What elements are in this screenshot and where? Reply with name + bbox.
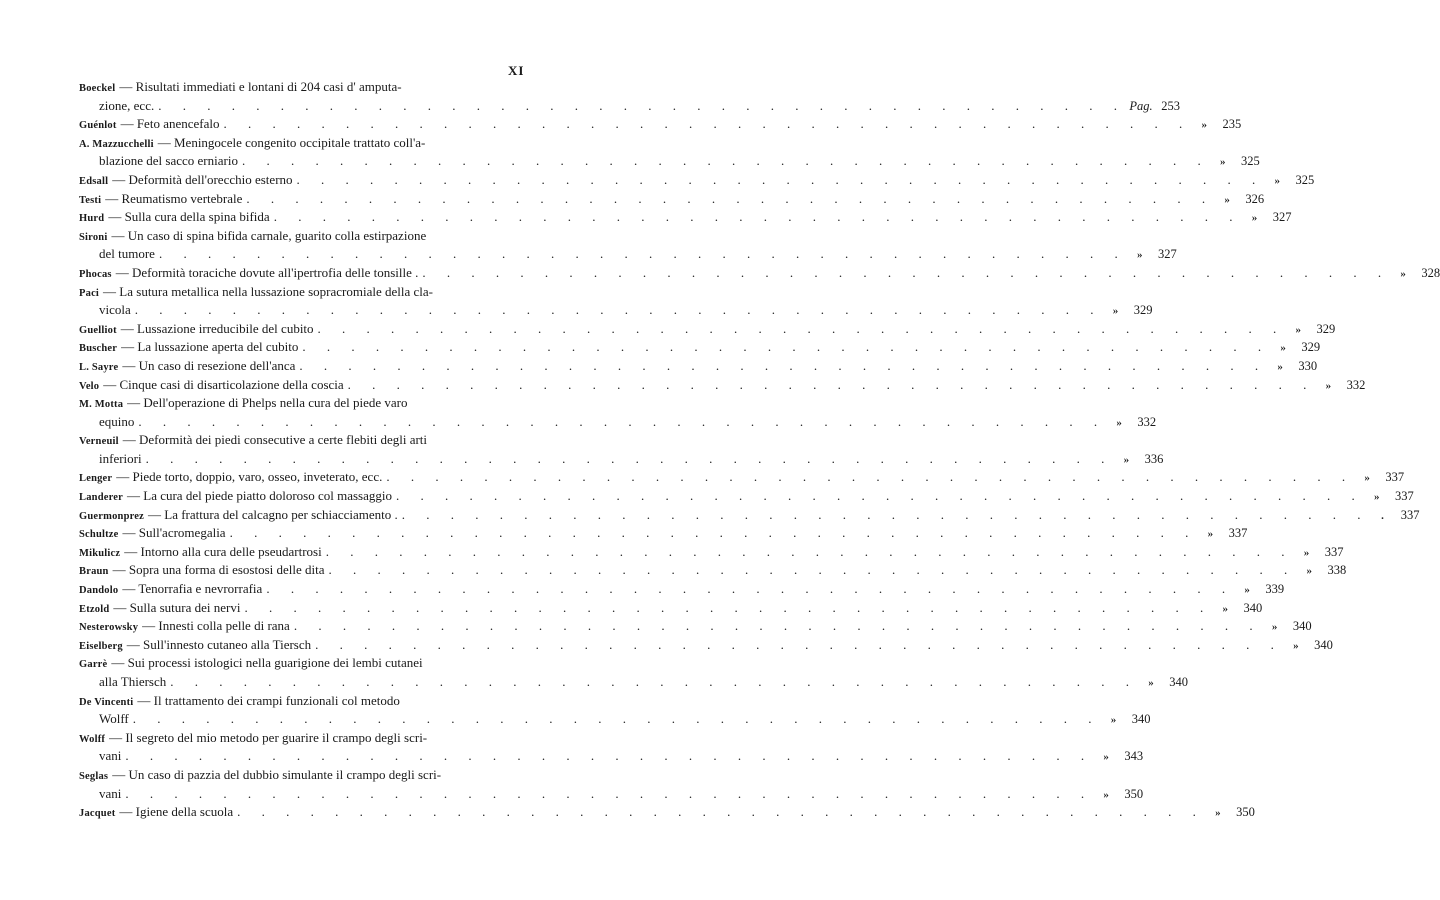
entry-page-number: 325	[1240, 154, 1260, 169]
dot-leader	[298, 338, 1270, 357]
toc-entry	[79, 543, 1344, 562]
page-marker: »	[1110, 714, 1117, 727]
entry-title: — Un caso di pazzia del dubbio simulante il crampo degli scri-	[112, 766, 442, 782]
page-marker: »	[1207, 528, 1214, 541]
entry-title: — Sulla cura della spina bifida	[108, 209, 270, 225]
entry-title: — Reumatismo vertebrale	[105, 190, 243, 206]
page-marker: »	[1103, 788, 1109, 801]
dot-leader	[226, 524, 1198, 543]
toc-entry	[79, 766, 524, 785]
dot-leader	[311, 636, 1283, 655]
dot-leader	[131, 301, 1103, 320]
entry-title: — Innesti colla pelle di rana	[142, 618, 290, 634]
toc-entry	[79, 78, 524, 97]
entry-title: — La frattura del calcagno per schiacciamento .	[148, 506, 398, 522]
dot-leader	[166, 673, 1138, 692]
toc-entry	[79, 729, 524, 748]
entry-author: Verneuil	[79, 436, 119, 448]
dot-leader	[314, 320, 1286, 339]
page-marker: »	[1306, 565, 1313, 578]
entry-title: — Feto anencefalo	[120, 116, 220, 132]
entry-page-number: 332	[1346, 377, 1366, 392]
page-marker: »	[1271, 621, 1278, 634]
page-number: XI	[508, 63, 525, 78]
page-marker: »	[1280, 342, 1286, 355]
entry-author: Hurd	[79, 213, 105, 225]
toc-entry	[79, 617, 1312, 636]
toc-entry	[79, 134, 524, 153]
entry-author: Buscher	[79, 343, 118, 355]
dot-leader	[142, 450, 1114, 469]
entry-author: Boeckel	[79, 83, 116, 94]
entry-page-number: 337	[1385, 470, 1405, 485]
page-marker: »	[1293, 639, 1299, 652]
dot-leader	[293, 171, 1265, 190]
table-of-contents	[79, 78, 1440, 822]
entry-title: del tumore	[99, 246, 155, 262]
page-marker: »	[1244, 584, 1250, 597]
toc-entry	[79, 580, 1285, 599]
entry-page-number: 340	[1169, 675, 1189, 689]
entry-title: vani	[99, 748, 122, 764]
toc-entry	[79, 599, 1263, 618]
entry-author: Guénlot	[79, 120, 117, 132]
toc-entry	[79, 561, 1347, 580]
entry-page-number: 338	[1327, 563, 1347, 578]
entry-title: inferiori	[99, 450, 142, 466]
entry-title: — Sopra una forma di esostosi delle dita	[112, 562, 325, 578]
entry-title: — Un caso di spina bifida carnale, guarito colla estirpazione	[111, 227, 427, 243]
entry-page-number: 330	[1298, 358, 1318, 373]
page-marker: »	[1222, 602, 1228, 615]
entry-page-number: 327	[1272, 210, 1292, 225]
entry-page-number: 343	[1124, 749, 1144, 764]
toc-entry-continuation	[79, 301, 1153, 320]
entry-title: — Deformità toraciche dovute all'ipertrofia delle tonsille .	[115, 264, 419, 280]
dot-leader	[295, 357, 1267, 376]
toc-entry	[79, 803, 1255, 822]
entry-page-number: 337	[1394, 489, 1414, 504]
entry-title: — Deformità dei piedi consecutive a certe flebiti degli arti	[122, 432, 428, 448]
entry-page-number: 253	[1161, 98, 1180, 113]
page-marker: »	[1277, 360, 1283, 373]
entry-title: — Il segreto del mio metodo per guarire il crampo degli scri-	[109, 729, 428, 745]
dot-leader	[325, 561, 1297, 580]
dot-leader	[240, 599, 1212, 618]
entry-page-number: 340	[1131, 712, 1151, 727]
entry-author: A. Mazzucchelli	[79, 138, 154, 150]
entry-title: — Lussazione irreducibile del cubito	[120, 320, 314, 336]
entry-page-number: 339	[1265, 582, 1285, 597]
entry-page-number: 337	[1228, 526, 1248, 541]
entry-page-number: 340	[1243, 600, 1263, 615]
toc-entry	[79, 115, 1242, 134]
entry-author: Paci	[79, 287, 100, 299]
toc-entry-continuation	[79, 413, 1157, 432]
entry-title: — Igiene della scuola	[119, 804, 234, 820]
toc-entry-continuation	[79, 785, 1144, 804]
entry-page-number: 329	[1316, 321, 1336, 336]
toc-entry	[79, 190, 1265, 209]
toc-entry-continuation	[79, 245, 1177, 264]
entry-author: De Vincenti	[79, 696, 134, 708]
toc-entry	[79, 376, 1366, 395]
toc-entry	[79, 208, 1292, 227]
entry-page-number: 332	[1137, 414, 1157, 429]
entry-title: — Il trattamento dei crampi funzionali col metodo	[137, 692, 400, 708]
page-marker: »	[1303, 546, 1310, 559]
entry-title: Wolff	[99, 711, 129, 727]
entry-title: alla Thiersch	[99, 674, 167, 689]
toc-entry	[79, 264, 1440, 283]
page-marker: »	[1215, 807, 1221, 820]
entry-page-number: 329	[1133, 303, 1153, 318]
entry-author: Jacquet	[79, 808, 116, 820]
entry-title: equino	[99, 413, 135, 429]
entry-author: Testi	[79, 194, 102, 206]
dot-leader	[418, 264, 1390, 283]
entry-title: — Piede torto, doppio, varo, osseo, inveterato, ecc.	[116, 469, 383, 485]
page-marker: »	[1295, 323, 1302, 336]
entry-page-number: 325	[1295, 172, 1315, 187]
dot-leader	[134, 413, 1106, 432]
dot-leader	[392, 487, 1364, 506]
toc-entry	[79, 636, 1333, 655]
entry-page-number: 337	[1400, 507, 1420, 522]
entry-title: — Sui processi istologici nella guarigione dei lembi cutanei	[111, 655, 423, 671]
toc-entry	[79, 320, 1336, 339]
entry-author: Schultze	[79, 529, 119, 541]
dot-leader	[382, 468, 1354, 487]
entry-author: Phocas	[79, 268, 112, 280]
entry-author: Etzold	[79, 603, 110, 615]
page-marker: .	[1381, 509, 1384, 522]
entry-author: Nesterowsky	[79, 622, 139, 634]
toc-entry	[79, 171, 1315, 190]
dot-leader	[233, 803, 1205, 822]
entry-title: — Cinque casi di disarticolazione della coscia	[103, 376, 344, 392]
toc-entry	[79, 227, 524, 246]
toc-entry-continuation	[79, 450, 1164, 469]
entry-title: — Deformità dell'orecchio esterno	[112, 171, 293, 187]
toc-entry	[79, 431, 524, 450]
entry-page-number: 336	[1144, 451, 1164, 466]
entry-author: Lenger	[79, 473, 113, 485]
entry-page-number: 350	[1236, 805, 1255, 820]
page-marker: »	[1251, 212, 1258, 225]
entry-page-number: 235	[1222, 117, 1242, 132]
toc-entry	[79, 394, 524, 413]
entry-title: — Sulla sutura dei nervi	[113, 599, 241, 615]
entry-title: — La cura del piede piatto doloroso col massaggio	[127, 488, 392, 504]
entry-author: Eiselberg	[79, 640, 123, 652]
page-marker: »	[1123, 453, 1130, 466]
toc-entry	[79, 506, 1420, 525]
page-marker: Pag.	[1129, 98, 1153, 113]
entry-author: Guermonprez	[79, 510, 144, 522]
entry-title: — La sutura metallica nella lussazione sopracromiale della cla-	[103, 283, 433, 299]
entry-author: Mikulicz	[79, 547, 121, 559]
entry-page-number: 327	[1157, 247, 1177, 262]
dot-leader	[155, 245, 1127, 264]
page-marker: »	[1136, 249, 1143, 262]
page-marker: »	[1373, 491, 1380, 504]
entry-title: blazione del sacco erniario	[99, 153, 238, 169]
dot-leader	[219, 115, 1191, 134]
entry-title: — Dell'operazione di Phelps nella cura del piede varo	[127, 395, 408, 411]
entry-title: — Sull'innesto cutaneo alla Tiersch	[126, 636, 312, 652]
toc-entry-continuation	[79, 97, 1180, 116]
entry-title: — Intorno alla cura delle pseudartrosi	[124, 543, 322, 559]
dot-leader	[398, 506, 1370, 525]
page-marker: »	[1325, 379, 1332, 392]
entry-title: — Un caso di resezione dell'anca	[122, 357, 296, 373]
dot-leader	[238, 152, 1210, 171]
toc-entry	[79, 338, 1321, 357]
page-marker: »	[1219, 156, 1226, 169]
entry-page-number: 340	[1292, 619, 1312, 634]
entry-author: Guelliot	[79, 324, 117, 336]
entry-author: Sironi	[79, 231, 108, 243]
entry-author: L. Sayre	[79, 361, 119, 373]
entry-author: Wolff	[79, 733, 106, 745]
entry-author: M. Motta	[79, 399, 124, 411]
page-marker: »	[1112, 305, 1119, 318]
toc-entry	[79, 487, 1414, 506]
dot-leader	[154, 97, 1126, 116]
dot-leader	[242, 190, 1214, 209]
entry-page-number: 337	[1324, 544, 1344, 559]
toc-entry-continuation	[79, 152, 1260, 171]
page-marker: »	[1364, 472, 1370, 485]
entry-author: Garrè	[79, 659, 108, 671]
entry-author: Dandolo	[79, 585, 119, 597]
entry-title: — Risultati immediati e lontani di 204 casi d' amputa-	[119, 79, 402, 94]
toc-entry	[79, 654, 524, 673]
entry-page-number: 329	[1301, 340, 1321, 355]
toc-entry-continuation	[79, 747, 1144, 766]
entry-title: — Tenorrafia e nevrorrafia	[122, 581, 263, 597]
page-marker: »	[1116, 416, 1122, 429]
page-marker: »	[1224, 193, 1230, 206]
toc-entry-continuation	[79, 710, 1151, 729]
page-marker: »	[1400, 267, 1406, 280]
entry-title: — La lussazione aperta del cubito	[121, 339, 299, 355]
entry-author: Braun	[79, 566, 109, 578]
dot-leader	[129, 710, 1101, 729]
toc-entry	[79, 357, 1318, 376]
page-marker: »	[1201, 119, 1207, 132]
entry-author: Velo	[79, 380, 100, 392]
entry-title: — Meningocele congenito occipitale trattato coll'a-	[157, 134, 426, 150]
dot-leader	[121, 785, 1093, 804]
dot-leader	[322, 543, 1294, 562]
dot-leader	[121, 747, 1093, 766]
entry-author: Edsall	[79, 175, 109, 187]
entry-title: zione, ecc.	[99, 97, 155, 113]
dot-leader	[290, 617, 1262, 636]
toc-entry	[79, 524, 1248, 543]
toc-entry-continuation	[79, 673, 1189, 692]
toc-entry	[79, 692, 524, 711]
dot-leader	[344, 376, 1316, 395]
entry-title: vicola	[99, 302, 131, 318]
dot-leader	[262, 580, 1234, 599]
page-marker: »	[1148, 677, 1154, 689]
entry-author: Seglas	[79, 770, 109, 782]
entry-title: — Sull'acromegalia	[122, 525, 226, 541]
entry-page-number: 328	[1421, 265, 1440, 280]
dot-leader	[270, 208, 1242, 227]
entry-title: vani	[99, 785, 122, 801]
page-marker: »	[1103, 751, 1109, 764]
toc-entry	[79, 468, 1405, 487]
entry-page-number: 340	[1314, 637, 1333, 652]
entry-page-number: 350	[1124, 786, 1144, 801]
toc-entry	[79, 283, 524, 302]
entry-author: Landerer	[79, 492, 123, 504]
page-marker: »	[1274, 174, 1281, 187]
entry-page-number: 326	[1245, 191, 1265, 206]
